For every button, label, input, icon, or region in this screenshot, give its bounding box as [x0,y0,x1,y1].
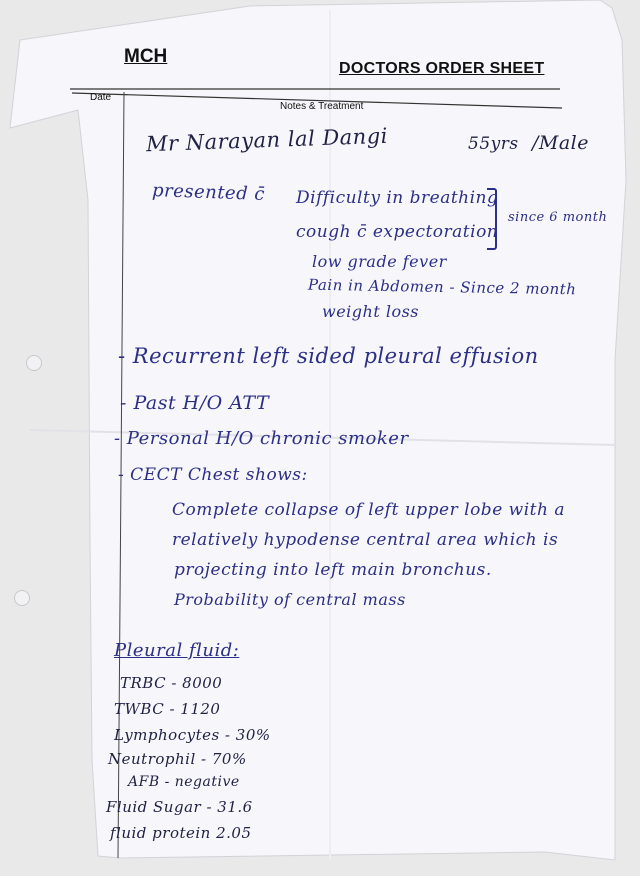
complaint-item: cough c̄ expectoration [296,222,499,242]
history-item: - Past H/O ATT [120,392,270,414]
pleural-fluid-result: Lymphocytes - 30% [114,726,271,744]
notes-column-header: Notes & Treatment [280,101,364,112]
patient-sex: /Male [532,132,590,154]
org-abbreviation: MCH [124,46,168,67]
pleural-fluid-result: TRBC - 8000 [120,674,223,692]
pleural-fluid-result: TWBC - 1120 [114,700,221,718]
complaint-bracket [487,188,497,250]
pleural-fluid-result: AFB - negative [128,774,240,790]
pleural-fluid-result: Neutrophil - 70% [108,750,247,768]
cect-finding: Complete collapse of left upper lobe with a [172,500,565,520]
history-item: - Personal H/O chronic smoker [114,428,409,449]
punch-hole [26,355,42,371]
cect-finding: Probability of central mass [174,590,406,609]
presented-with: presented c̄ [151,180,266,205]
history-item: - Recurrent left sided pleural effusion [118,344,539,368]
patient-age: 55yrs [468,134,519,154]
complaint-item: Difficulty in breathing [296,188,499,208]
complaint-item: weight loss [322,302,420,321]
history-item: - CECT Chest shows: [118,465,308,485]
pleural-fluid-result: Fluid Sugar - 31.6 [106,798,253,816]
pleural-fluid-heading: Pleural fluid: [114,640,240,661]
complaint-item: Pain in Abdomen - Since 2 month [307,275,577,299]
sheet-title: DOCTORS ORDER SHEET [339,60,545,77]
patient-name: Mr Narayan lal Dangi [145,123,389,157]
pleural-fluid-result: fluid protein 2.05 [110,824,252,842]
complaint-duration: since 6 month [508,210,608,225]
cect-finding: projecting into left main bronchus. [174,560,492,580]
punch-hole [14,590,30,606]
cect-finding: relatively hypodense central area which is [172,530,559,550]
date-column-header: Date [90,92,112,103]
complaint-item: low grade fever [312,252,447,271]
